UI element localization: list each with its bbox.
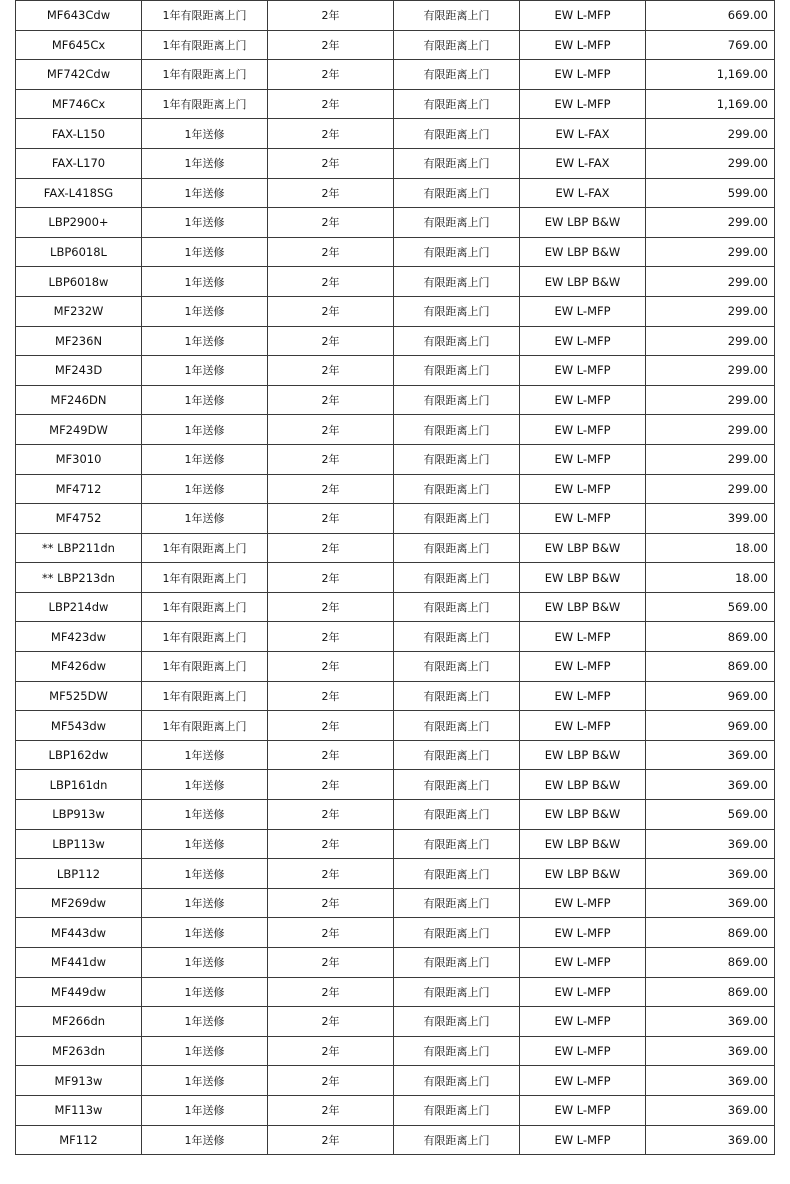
- table-row: [16, 296, 775, 326]
- base-warranty-cell: 1年送修: [142, 800, 268, 830]
- price-cell: 869.00: [646, 948, 775, 978]
- table-row: [16, 385, 775, 415]
- service-type-cell: 有限距离上门: [394, 30, 520, 60]
- extended-years-cell: 2年: [268, 237, 394, 267]
- model-cell: FAX-L150: [16, 119, 142, 149]
- table-body: [16, 1, 775, 1155]
- model-cell: LBP112: [16, 859, 142, 889]
- service-type-cell: 有限距离上门: [394, 89, 520, 119]
- price-cell: 1,169.00: [646, 60, 775, 90]
- service-type-cell: 有限距离上门: [394, 1066, 520, 1096]
- extended-years-cell: 2年: [268, 652, 394, 682]
- model-cell: LBP161dn: [16, 770, 142, 800]
- table-row: [16, 1125, 775, 1155]
- service-type-cell: 有限距离上门: [394, 652, 520, 682]
- base-warranty-cell: 1年送修: [142, 948, 268, 978]
- extended-years-cell: 2年: [268, 474, 394, 504]
- extended-years-cell: 2年: [268, 504, 394, 534]
- plan-code-cell: EW L-FAX: [520, 119, 646, 149]
- price-cell: 369.00: [646, 740, 775, 770]
- model-cell: LBP913w: [16, 800, 142, 830]
- base-warranty-cell: 1年送修: [142, 1125, 268, 1155]
- plan-code-cell: EW L-MFP: [520, 948, 646, 978]
- plan-code-cell: EW L-MFP: [520, 1, 646, 31]
- price-cell: 369.00: [646, 1036, 775, 1066]
- plan-code-cell: EW L-MFP: [520, 1036, 646, 1066]
- base-warranty-cell: 1年送修: [142, 1095, 268, 1125]
- model-cell: MF4712: [16, 474, 142, 504]
- price-cell: 869.00: [646, 622, 775, 652]
- service-type-cell: 有限距离上门: [394, 859, 520, 889]
- base-warranty-cell: 1年有限距离上门: [142, 30, 268, 60]
- price-cell: 1,169.00: [646, 89, 775, 119]
- extended-years-cell: 2年: [268, 1066, 394, 1096]
- extended-years-cell: 2年: [268, 740, 394, 770]
- price-cell: 569.00: [646, 800, 775, 830]
- plan-code-cell: EW LBP B&W: [520, 770, 646, 800]
- table-row: [16, 119, 775, 149]
- service-type-cell: 有限距离上门: [394, 681, 520, 711]
- table-row: [16, 859, 775, 889]
- price-cell: 18.00: [646, 563, 775, 593]
- model-cell: MF4752: [16, 504, 142, 534]
- extended-years-cell: 2年: [268, 356, 394, 386]
- table-row: [16, 1095, 775, 1125]
- base-warranty-cell: 1年送修: [142, 829, 268, 859]
- base-warranty-cell: 1年送修: [142, 474, 268, 504]
- plan-code-cell: EW L-MFP: [520, 977, 646, 1007]
- plan-code-cell: EW L-MFP: [520, 1007, 646, 1037]
- model-cell: MF246DN: [16, 385, 142, 415]
- plan-code-cell: EW LBP B&W: [520, 800, 646, 830]
- warranty-price-table: [15, 0, 775, 1155]
- plan-code-cell: EW LBP B&W: [520, 267, 646, 297]
- plan-code-cell: EW LBP B&W: [520, 592, 646, 622]
- base-warranty-cell: 1年有限距离上门: [142, 652, 268, 682]
- extended-years-cell: 2年: [268, 622, 394, 652]
- table-row: [16, 740, 775, 770]
- extended-years-cell: 2年: [268, 859, 394, 889]
- model-cell: MF266dn: [16, 1007, 142, 1037]
- service-type-cell: 有限距离上门: [394, 296, 520, 326]
- extended-years-cell: 2年: [268, 829, 394, 859]
- model-cell: FAX-L418SG: [16, 178, 142, 208]
- base-warranty-cell: 1年送修: [142, 296, 268, 326]
- plan-code-cell: EW L-MFP: [520, 652, 646, 682]
- base-warranty-cell: 1年有限距离上门: [142, 622, 268, 652]
- base-warranty-cell: 1年送修: [142, 415, 268, 445]
- table-row: [16, 829, 775, 859]
- table-row: [16, 415, 775, 445]
- model-cell: MF913w: [16, 1066, 142, 1096]
- plan-code-cell: EW L-MFP: [520, 918, 646, 948]
- price-cell: 599.00: [646, 178, 775, 208]
- table-row: [16, 1036, 775, 1066]
- model-cell: LBP6018w: [16, 267, 142, 297]
- extended-years-cell: 2年: [268, 415, 394, 445]
- price-cell: 669.00: [646, 1, 775, 31]
- extended-years-cell: 2年: [268, 89, 394, 119]
- service-type-cell: 有限距离上门: [394, 356, 520, 386]
- extended-years-cell: 2年: [268, 800, 394, 830]
- table-row: [16, 148, 775, 178]
- price-cell: 869.00: [646, 918, 775, 948]
- table-row: [16, 711, 775, 741]
- base-warranty-cell: 1年送修: [142, 1007, 268, 1037]
- plan-code-cell: EW L-MFP: [520, 30, 646, 60]
- service-type-cell: 有限距离上门: [394, 829, 520, 859]
- base-warranty-cell: 1年有限距离上门: [142, 711, 268, 741]
- base-warranty-cell: 1年有限距离上门: [142, 563, 268, 593]
- base-warranty-cell: 1年送修: [142, 267, 268, 297]
- service-type-cell: 有限距离上门: [394, 533, 520, 563]
- base-warranty-cell: 1年送修: [142, 356, 268, 386]
- table-row: [16, 681, 775, 711]
- table-row: [16, 533, 775, 563]
- base-warranty-cell: 1年送修: [142, 859, 268, 889]
- service-type-cell: 有限距离上门: [394, 622, 520, 652]
- service-type-cell: 有限距离上门: [394, 208, 520, 238]
- service-type-cell: 有限距离上门: [394, 770, 520, 800]
- model-cell: MF112: [16, 1125, 142, 1155]
- price-cell: 299.00: [646, 415, 775, 445]
- price-cell: 299.00: [646, 119, 775, 149]
- service-type-cell: 有限距离上门: [394, 326, 520, 356]
- service-type-cell: 有限距离上门: [394, 237, 520, 267]
- base-warranty-cell: 1年送修: [142, 504, 268, 534]
- model-cell: LBP6018L: [16, 237, 142, 267]
- price-cell: 969.00: [646, 681, 775, 711]
- base-warranty-cell: 1年送修: [142, 770, 268, 800]
- plan-code-cell: EW L-MFP: [520, 356, 646, 386]
- service-type-cell: 有限距离上门: [394, 977, 520, 1007]
- base-warranty-cell: 1年送修: [142, 326, 268, 356]
- extended-years-cell: 2年: [268, 888, 394, 918]
- table-row: [16, 444, 775, 474]
- price-cell: 399.00: [646, 504, 775, 534]
- plan-code-cell: EW L-MFP: [520, 444, 646, 474]
- plan-code-cell: EW LBP B&W: [520, 208, 646, 238]
- model-cell: MF645Cx: [16, 30, 142, 60]
- price-cell: 969.00: [646, 711, 775, 741]
- extended-years-cell: 2年: [268, 119, 394, 149]
- table-row: [16, 208, 775, 238]
- model-cell: MF441dw: [16, 948, 142, 978]
- service-type-cell: 有限距离上门: [394, 444, 520, 474]
- base-warranty-cell: 1年送修: [142, 918, 268, 948]
- service-type-cell: 有限距离上门: [394, 1007, 520, 1037]
- service-type-cell: 有限距离上门: [394, 148, 520, 178]
- base-warranty-cell: 1年送修: [142, 178, 268, 208]
- extended-years-cell: 2年: [268, 148, 394, 178]
- service-type-cell: 有限距离上门: [394, 60, 520, 90]
- service-type-cell: 有限距离上门: [394, 918, 520, 948]
- model-cell: MF269dw: [16, 888, 142, 918]
- plan-code-cell: EW L-MFP: [520, 296, 646, 326]
- price-cell: 369.00: [646, 888, 775, 918]
- model-cell: MF263dn: [16, 1036, 142, 1066]
- extended-years-cell: 2年: [268, 770, 394, 800]
- price-cell: 769.00: [646, 30, 775, 60]
- base-warranty-cell: 1年送修: [142, 888, 268, 918]
- model-cell: MF232W: [16, 296, 142, 326]
- plan-code-cell: EW L-MFP: [520, 1095, 646, 1125]
- service-type-cell: 有限距离上门: [394, 267, 520, 297]
- price-cell: 369.00: [646, 1066, 775, 1096]
- service-type-cell: 有限距离上门: [394, 563, 520, 593]
- extended-years-cell: 2年: [268, 30, 394, 60]
- plan-code-cell: EW L-MFP: [520, 504, 646, 534]
- price-cell: 299.00: [646, 385, 775, 415]
- service-type-cell: 有限距离上门: [394, 178, 520, 208]
- plan-code-cell: EW LBP B&W: [520, 740, 646, 770]
- base-warranty-cell: 1年送修: [142, 977, 268, 1007]
- base-warranty-cell: 1年送修: [142, 237, 268, 267]
- plan-code-cell: EW L-MFP: [520, 711, 646, 741]
- table-row: [16, 237, 775, 267]
- base-warranty-cell: 1年送修: [142, 385, 268, 415]
- service-type-cell: 有限距离上门: [394, 1125, 520, 1155]
- page-bottom-margin: [0, 1158, 790, 1184]
- service-type-cell: 有限距离上门: [394, 948, 520, 978]
- base-warranty-cell: 1年有限距离上门: [142, 60, 268, 90]
- plan-code-cell: EW LBP B&W: [520, 563, 646, 593]
- model-cell: MF3010: [16, 444, 142, 474]
- price-cell: 299.00: [646, 296, 775, 326]
- table-row: [16, 948, 775, 978]
- base-warranty-cell: 1年有限距离上门: [142, 681, 268, 711]
- model-cell: ** LBP213dn: [16, 563, 142, 593]
- model-cell: ** LBP211dn: [16, 533, 142, 563]
- price-cell: 299.00: [646, 356, 775, 386]
- plan-code-cell: EW LBP B&W: [520, 859, 646, 889]
- plan-code-cell: EW L-FAX: [520, 148, 646, 178]
- extended-years-cell: 2年: [268, 1125, 394, 1155]
- base-warranty-cell: 1年送修: [142, 740, 268, 770]
- plan-code-cell: EW L-FAX: [520, 178, 646, 208]
- base-warranty-cell: 1年送修: [142, 444, 268, 474]
- model-cell: MF443dw: [16, 918, 142, 948]
- base-warranty-cell: 1年送修: [142, 148, 268, 178]
- service-type-cell: 有限距离上门: [394, 711, 520, 741]
- service-type-cell: 有限距离上门: [394, 888, 520, 918]
- plan-code-cell: EW L-MFP: [520, 60, 646, 90]
- table-row: [16, 918, 775, 948]
- warranty-price-sheet: [15, 0, 775, 1155]
- extended-years-cell: 2年: [268, 1036, 394, 1066]
- table-row: [16, 888, 775, 918]
- base-warranty-cell: 1年送修: [142, 208, 268, 238]
- model-cell: MF243D: [16, 356, 142, 386]
- price-cell: 299.00: [646, 474, 775, 504]
- price-cell: 369.00: [646, 1007, 775, 1037]
- model-cell: MF643Cdw: [16, 1, 142, 31]
- base-warranty-cell: 1年有限距离上门: [142, 89, 268, 119]
- extended-years-cell: 2年: [268, 711, 394, 741]
- model-cell: LBP113w: [16, 829, 142, 859]
- extended-years-cell: 2年: [268, 1, 394, 31]
- table-row: [16, 652, 775, 682]
- extended-years-cell: 2年: [268, 326, 394, 356]
- price-cell: 299.00: [646, 326, 775, 356]
- extended-years-cell: 2年: [268, 563, 394, 593]
- price-cell: 299.00: [646, 237, 775, 267]
- table-row: [16, 1, 775, 31]
- extended-years-cell: 2年: [268, 681, 394, 711]
- model-cell: LBP2900+: [16, 208, 142, 238]
- plan-code-cell: EW L-MFP: [520, 89, 646, 119]
- model-cell: MF742Cdw: [16, 60, 142, 90]
- table-row: [16, 977, 775, 1007]
- plan-code-cell: EW L-MFP: [520, 385, 646, 415]
- model-cell: LBP162dw: [16, 740, 142, 770]
- extended-years-cell: 2年: [268, 296, 394, 326]
- table-row: [16, 474, 775, 504]
- base-warranty-cell: 1年送修: [142, 119, 268, 149]
- price-cell: 369.00: [646, 829, 775, 859]
- price-cell: 299.00: [646, 148, 775, 178]
- model-cell: MF525DW: [16, 681, 142, 711]
- service-type-cell: 有限距离上门: [394, 592, 520, 622]
- base-warranty-cell: 1年有限距离上门: [142, 1, 268, 31]
- price-cell: 369.00: [646, 770, 775, 800]
- service-type-cell: 有限距离上门: [394, 385, 520, 415]
- table-row: [16, 504, 775, 534]
- price-cell: 869.00: [646, 652, 775, 682]
- plan-code-cell: EW L-MFP: [520, 326, 646, 356]
- service-type-cell: 有限距离上门: [394, 800, 520, 830]
- extended-years-cell: 2年: [268, 267, 394, 297]
- table-row: [16, 89, 775, 119]
- service-type-cell: 有限距离上门: [394, 1, 520, 31]
- service-type-cell: 有限距离上门: [394, 504, 520, 534]
- plan-code-cell: EW L-MFP: [520, 1125, 646, 1155]
- base-warranty-cell: 1年有限距离上门: [142, 533, 268, 563]
- model-cell: MF113w: [16, 1095, 142, 1125]
- base-warranty-cell: 1年送修: [142, 1066, 268, 1096]
- extended-years-cell: 2年: [268, 208, 394, 238]
- extended-years-cell: 2年: [268, 533, 394, 563]
- base-warranty-cell: 1年有限距离上门: [142, 592, 268, 622]
- extended-years-cell: 2年: [268, 918, 394, 948]
- model-cell: FAX-L170: [16, 148, 142, 178]
- extended-years-cell: 2年: [268, 948, 394, 978]
- extended-years-cell: 2年: [268, 1095, 394, 1125]
- extended-years-cell: 2年: [268, 385, 394, 415]
- model-cell: LBP214dw: [16, 592, 142, 622]
- price-cell: 18.00: [646, 533, 775, 563]
- plan-code-cell: EW L-MFP: [520, 1066, 646, 1096]
- plan-code-cell: EW L-MFP: [520, 888, 646, 918]
- service-type-cell: 有限距离上门: [394, 415, 520, 445]
- table-row: [16, 178, 775, 208]
- extended-years-cell: 2年: [268, 592, 394, 622]
- extended-years-cell: 2年: [268, 178, 394, 208]
- table-row: [16, 563, 775, 593]
- model-cell: MF426dw: [16, 652, 142, 682]
- price-cell: 299.00: [646, 208, 775, 238]
- plan-code-cell: EW LBP B&W: [520, 829, 646, 859]
- table-row: [16, 622, 775, 652]
- table-row: [16, 30, 775, 60]
- price-cell: 369.00: [646, 859, 775, 889]
- model-cell: MF449dw: [16, 977, 142, 1007]
- table-row: [16, 267, 775, 297]
- model-cell: MF236N: [16, 326, 142, 356]
- price-cell: 869.00: [646, 977, 775, 1007]
- price-cell: 299.00: [646, 444, 775, 474]
- table-row: [16, 800, 775, 830]
- table-row: [16, 60, 775, 90]
- model-cell: MF543dw: [16, 711, 142, 741]
- service-type-cell: 有限距离上门: [394, 474, 520, 504]
- base-warranty-cell: 1年送修: [142, 1036, 268, 1066]
- plan-code-cell: EW L-MFP: [520, 681, 646, 711]
- price-cell: 369.00: [646, 1125, 775, 1155]
- plan-code-cell: EW LBP B&W: [520, 237, 646, 267]
- table-row: [16, 592, 775, 622]
- table-row: [16, 1066, 775, 1096]
- service-type-cell: 有限距离上门: [394, 740, 520, 770]
- model-cell: MF423dw: [16, 622, 142, 652]
- extended-years-cell: 2年: [268, 977, 394, 1007]
- table-row: [16, 326, 775, 356]
- extended-years-cell: 2年: [268, 1007, 394, 1037]
- price-cell: 369.00: [646, 1095, 775, 1125]
- model-cell: MF746Cx: [16, 89, 142, 119]
- table-row: [16, 356, 775, 386]
- service-type-cell: 有限距离上门: [394, 119, 520, 149]
- model-cell: MF249DW: [16, 415, 142, 445]
- extended-years-cell: 2年: [268, 60, 394, 90]
- price-cell: 299.00: [646, 267, 775, 297]
- plan-code-cell: EW L-MFP: [520, 415, 646, 445]
- table-row: [16, 770, 775, 800]
- plan-code-cell: EW LBP B&W: [520, 533, 646, 563]
- plan-code-cell: EW L-MFP: [520, 474, 646, 504]
- extended-years-cell: 2年: [268, 444, 394, 474]
- table-row: [16, 1007, 775, 1037]
- service-type-cell: 有限距离上门: [394, 1095, 520, 1125]
- price-cell: 569.00: [646, 592, 775, 622]
- service-type-cell: 有限距离上门: [394, 1036, 520, 1066]
- plan-code-cell: EW L-MFP: [520, 622, 646, 652]
